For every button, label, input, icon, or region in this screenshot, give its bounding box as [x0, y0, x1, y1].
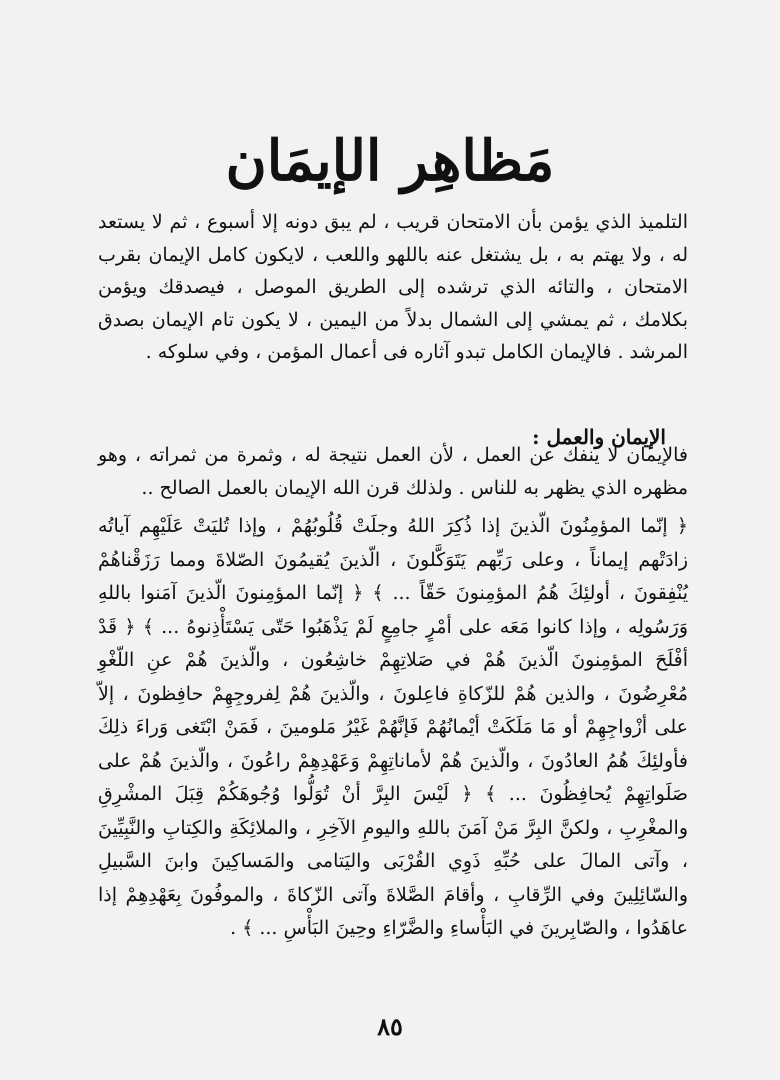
page-number: ٨٥ — [377, 1012, 403, 1041]
intro-paragraph-text: التلميذ الذي يؤمن بأن الامتحان قريب ، لم يبق دونه إلا أسبوع ، ثم لا يستعد له ، ولا يهتم به ، بل يشتغل عنه باللهو واللعب ، لايكون كامل الإيمان بقرب الامتحان ، والتائه الذي ترشده إلى الطريق الموصل ، فيصدقك ويؤمن بكلامك ، ثم يمشي إلى الشمال بدلاً من اليمين ، لا يكون تام الإيمان بصدق المرشد . فالإيمان الكامل تبدو آثاره فى أعمال المؤمن ، وفي سلوكه . — [98, 211, 688, 363]
page-title: مَظاهِر الإيمَان — [225, 128, 555, 194]
quran-paragraph — [98, 510, 688, 946]
intro-paragraph — [98, 206, 688, 369]
section-paragraph-text: فالإيمان لا ينفك عن العمل ، لأن العمل نتيجة له ، وثمرة من ثمراته ، وهو مظهره الذي يظهر به للناس . ولذلك قرن الله الإيمان بالعمل الصالح .. — [98, 444, 688, 499]
section-heading: الإيمان والعمل : — [532, 425, 666, 449]
quran-paragraph-text: ﴿ إنّما المؤمِنُونَ الّذينَ إذا ذُكِرَ اللهُ وجلَتْ قُلُوبُهُمْ ، وإذا تُليَتْ عَلَيْهِم آياتُه زادَتْهم إيماناً ، وعلى رَبِّهم يَتَوَكَّلونَ ، الّذينَ يُقيمُونَ الصّلاةَ ومما رَزَقْناهُمْ يُنْفِقونَ ، أولئِكَ هُمُ المؤمِنونَ حَقّاً ... ﴾ ﴿ إنّما المؤمِنونَ الّذينَ آمَنوا باللهِ وَرَسُولِه ، وإذا كانوا مَعَه على أمْرٍ جامِعٍ لَمْ يَذْهَبُوا حَتّى يَسْتَأْذِنوهُ ... ﴾ ﴿ قَدْ أفْلَحَ المؤمِنونَ الّذينَ هُمْ في صَلاتِهِمْ خاشِعُون ، والّذينَ هُمْ عنِ اللّغْوِ مُعْرِضُونَ ، والذين هُمْ للزّكاةِ فاعِلونَ ، والّذينَ هُمْ لِفروجِهِمْ حافِظونَ ، إلاّ على أزْواجِهِمْ أو مَا مَلَكَتْ أيْمانُهُمْ فَإنَّهُمْ غَيْرُ مَلومينَ ، فَمَنْ ابْتَغى وَراءَ ذلِكَ فأولئِكَ هُمُ العادُونَ ، والّذينَ هُمْ لأماناتِهِمْ وَعَهْدِهِمْ راعُونَ ، والّذينَ هُمْ على صَلَواتِهِمْ يُحافِظُونَ ... ﴾ ﴿ لَيْسَ البِرَّ أنْ تُوَلُّوا وُجُوهَكُمْ قِبَلَ المشْرِقِ والمغْرِبِ ، ولكنَّ البِرَّ مَنْ آمَنَ باللهِ واليومِ الآخِرِ ، والملائِكَةِ والكِتابِ والنَّبِيِّينَ ، وآتى المالَ على حُبِّهِ ذَوِي القُرْبَى واليَتامى والمَساكِينَ وابنَ السَّبيلِ والسّائِلِينَ وفي الرِّقابِ ، وأقامَ الصَّلاةَ وآتى الزّكاةَ ، والموفُونَ بِعَهْدِهِمْ إذا عاهَدُوا ، والصّابِرينَ في البَأْساءِ والضَّرّاءِ وحِينَ البَأْسِ ... ﴾ . — [98, 515, 688, 939]
section-paragraph — [98, 439, 688, 504]
